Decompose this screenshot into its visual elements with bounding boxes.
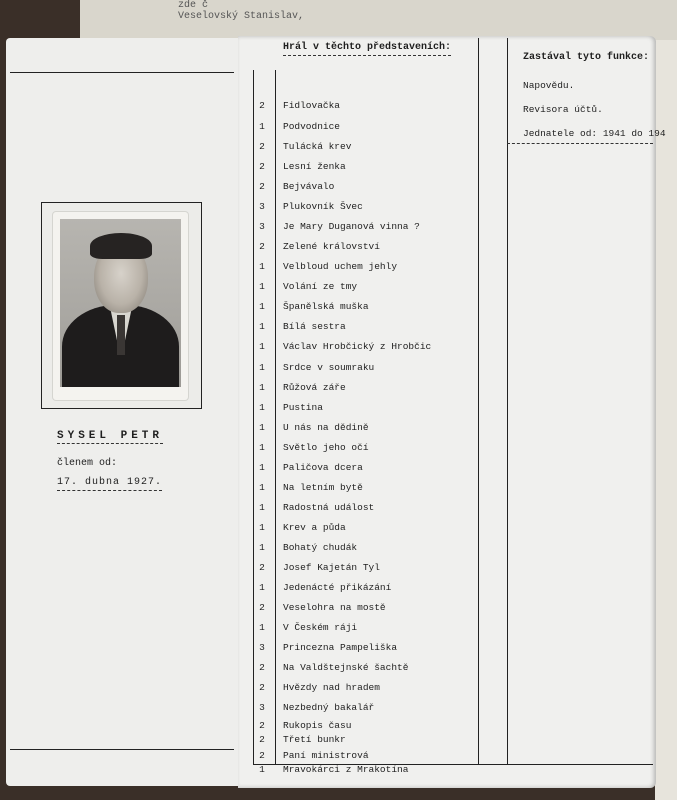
performance-count: 2 (259, 181, 265, 192)
performance-title: Jedenácté přikázání (283, 582, 392, 593)
performance-count: 1 (259, 582, 265, 593)
performance-count: 1 (259, 422, 265, 433)
performance-title: Bohatý chudák (283, 542, 358, 553)
portrait-hair (90, 233, 152, 259)
performance-count: 1 (259, 442, 265, 453)
performance-title: Plukovník Švec (283, 201, 363, 212)
performance-count: 3 (259, 642, 265, 653)
performance-title: Bejvávalo (283, 181, 335, 192)
background-top-text: zde č Veselovský Stanislav, (178, 0, 305, 22)
performance-count: 2 (259, 662, 265, 673)
performance-title: Na letním bytě (283, 482, 363, 493)
performance-title: Volání ze tmy (283, 281, 358, 292)
performance-title: Podvodnice (283, 121, 341, 132)
performance-count: 1 (259, 482, 265, 493)
performance-title: Paličova dcera (283, 462, 363, 473)
background-right-sheet (655, 40, 677, 800)
performance-title: Rukopis času (283, 720, 352, 731)
performance-count: 2 (259, 750, 265, 761)
performance-count: 3 (259, 221, 265, 232)
performance-title: Velbloud uchem jehly (283, 261, 398, 272)
function-item: Revisora účtů. (523, 104, 603, 115)
function-item: Jednatele od: 1941 do 194 (523, 128, 666, 139)
performance-title: U nás na dědině (283, 422, 369, 433)
member-name: SYSEL PETR (57, 430, 164, 442)
performance-title: Veselohra na mostě (283, 602, 386, 613)
performance-title: Fidlovačka (283, 100, 341, 111)
performance-count: 2 (259, 682, 265, 693)
performance-count: 2 (259, 100, 265, 111)
performance-count: 1 (259, 261, 265, 272)
performance-title: Krev a půda (283, 522, 346, 533)
member-since-date: 17. dubna 1927. (57, 477, 162, 491)
performance-count: 1 (259, 321, 265, 332)
performance-count: 2 (259, 734, 265, 745)
performance-title: Bílá sestra (283, 321, 346, 332)
performance-title: Pustina (283, 402, 323, 413)
portrait-image (60, 219, 181, 387)
performance-title: Na Valdštejnské šachtě (283, 662, 409, 673)
performance-count: 2 (259, 562, 265, 573)
performance-count: 1 (259, 362, 265, 373)
performance-count: 3 (259, 702, 265, 713)
functions-header: Zastával tyto funkce: (523, 52, 650, 63)
left-page-frame (10, 72, 234, 750)
performance-title: Třetí bunkr (283, 734, 346, 745)
performances-column-rule (478, 38, 479, 764)
performance-title: Princezna Pampeliška (283, 642, 398, 653)
performance-count: 1 (259, 622, 265, 633)
performance-title: Paní ministrová (283, 750, 369, 761)
performance-title: Nezbedný bakalář (283, 702, 375, 713)
performance-count: 2 (259, 602, 265, 613)
performance-count: 1 (259, 121, 265, 132)
performance-count: 1 (259, 301, 265, 312)
performance-count: 1 (259, 281, 265, 292)
performance-count: 2 (259, 161, 265, 172)
performance-count: 2 (259, 141, 265, 152)
performance-count: 1 (259, 542, 265, 553)
performance-count: 1 (259, 522, 265, 533)
background-sheet (80, 0, 677, 40)
performance-title: Mravokárci z Mrakotína (283, 764, 409, 775)
performance-title: Je Mary Duganová vinna ? (283, 221, 420, 232)
portrait-tie (117, 315, 125, 355)
function-item: Napovědu. (523, 80, 575, 91)
performance-title: Světlo jeho očí (283, 442, 369, 453)
performance-title: Lesní ženka (283, 161, 346, 172)
performance-title: Španělská muška (283, 301, 369, 312)
functions-separator (507, 143, 653, 144)
performance-count: 1 (259, 382, 265, 393)
performance-title: Zelené království (283, 241, 380, 252)
performance-title: Václav Hrobčický z Hrobčic (283, 341, 432, 352)
performance-title: V Českém ráji (283, 622, 358, 633)
performance-count: 1 (259, 764, 265, 775)
performance-title: Radostná událost (283, 502, 375, 513)
performance-title: Hvězdy nad hradem (283, 682, 380, 693)
performance-title: Josef Kajetán Tyl (283, 562, 380, 573)
performance-count: 2 (259, 720, 265, 731)
performance-title: Tulácká krev (283, 141, 352, 152)
performance-count: 1 (259, 341, 265, 352)
performances-header: Hrál v těchto představeních: (283, 42, 451, 56)
performance-title: Růžová záře (283, 382, 346, 393)
table-left-rule (253, 70, 254, 764)
performance-count: 3 (259, 201, 265, 212)
member-since-label: členem od: (57, 458, 118, 469)
performance-count: 1 (259, 462, 265, 473)
count-column-rule (275, 70, 276, 764)
portrait-photo (53, 212, 188, 400)
performance-count: 1 (259, 402, 265, 413)
performance-title: Srdce v soumraku (283, 362, 375, 373)
performance-count: 1 (259, 502, 265, 513)
performance-count: 2 (259, 241, 265, 252)
functions-column-rule (507, 38, 508, 764)
